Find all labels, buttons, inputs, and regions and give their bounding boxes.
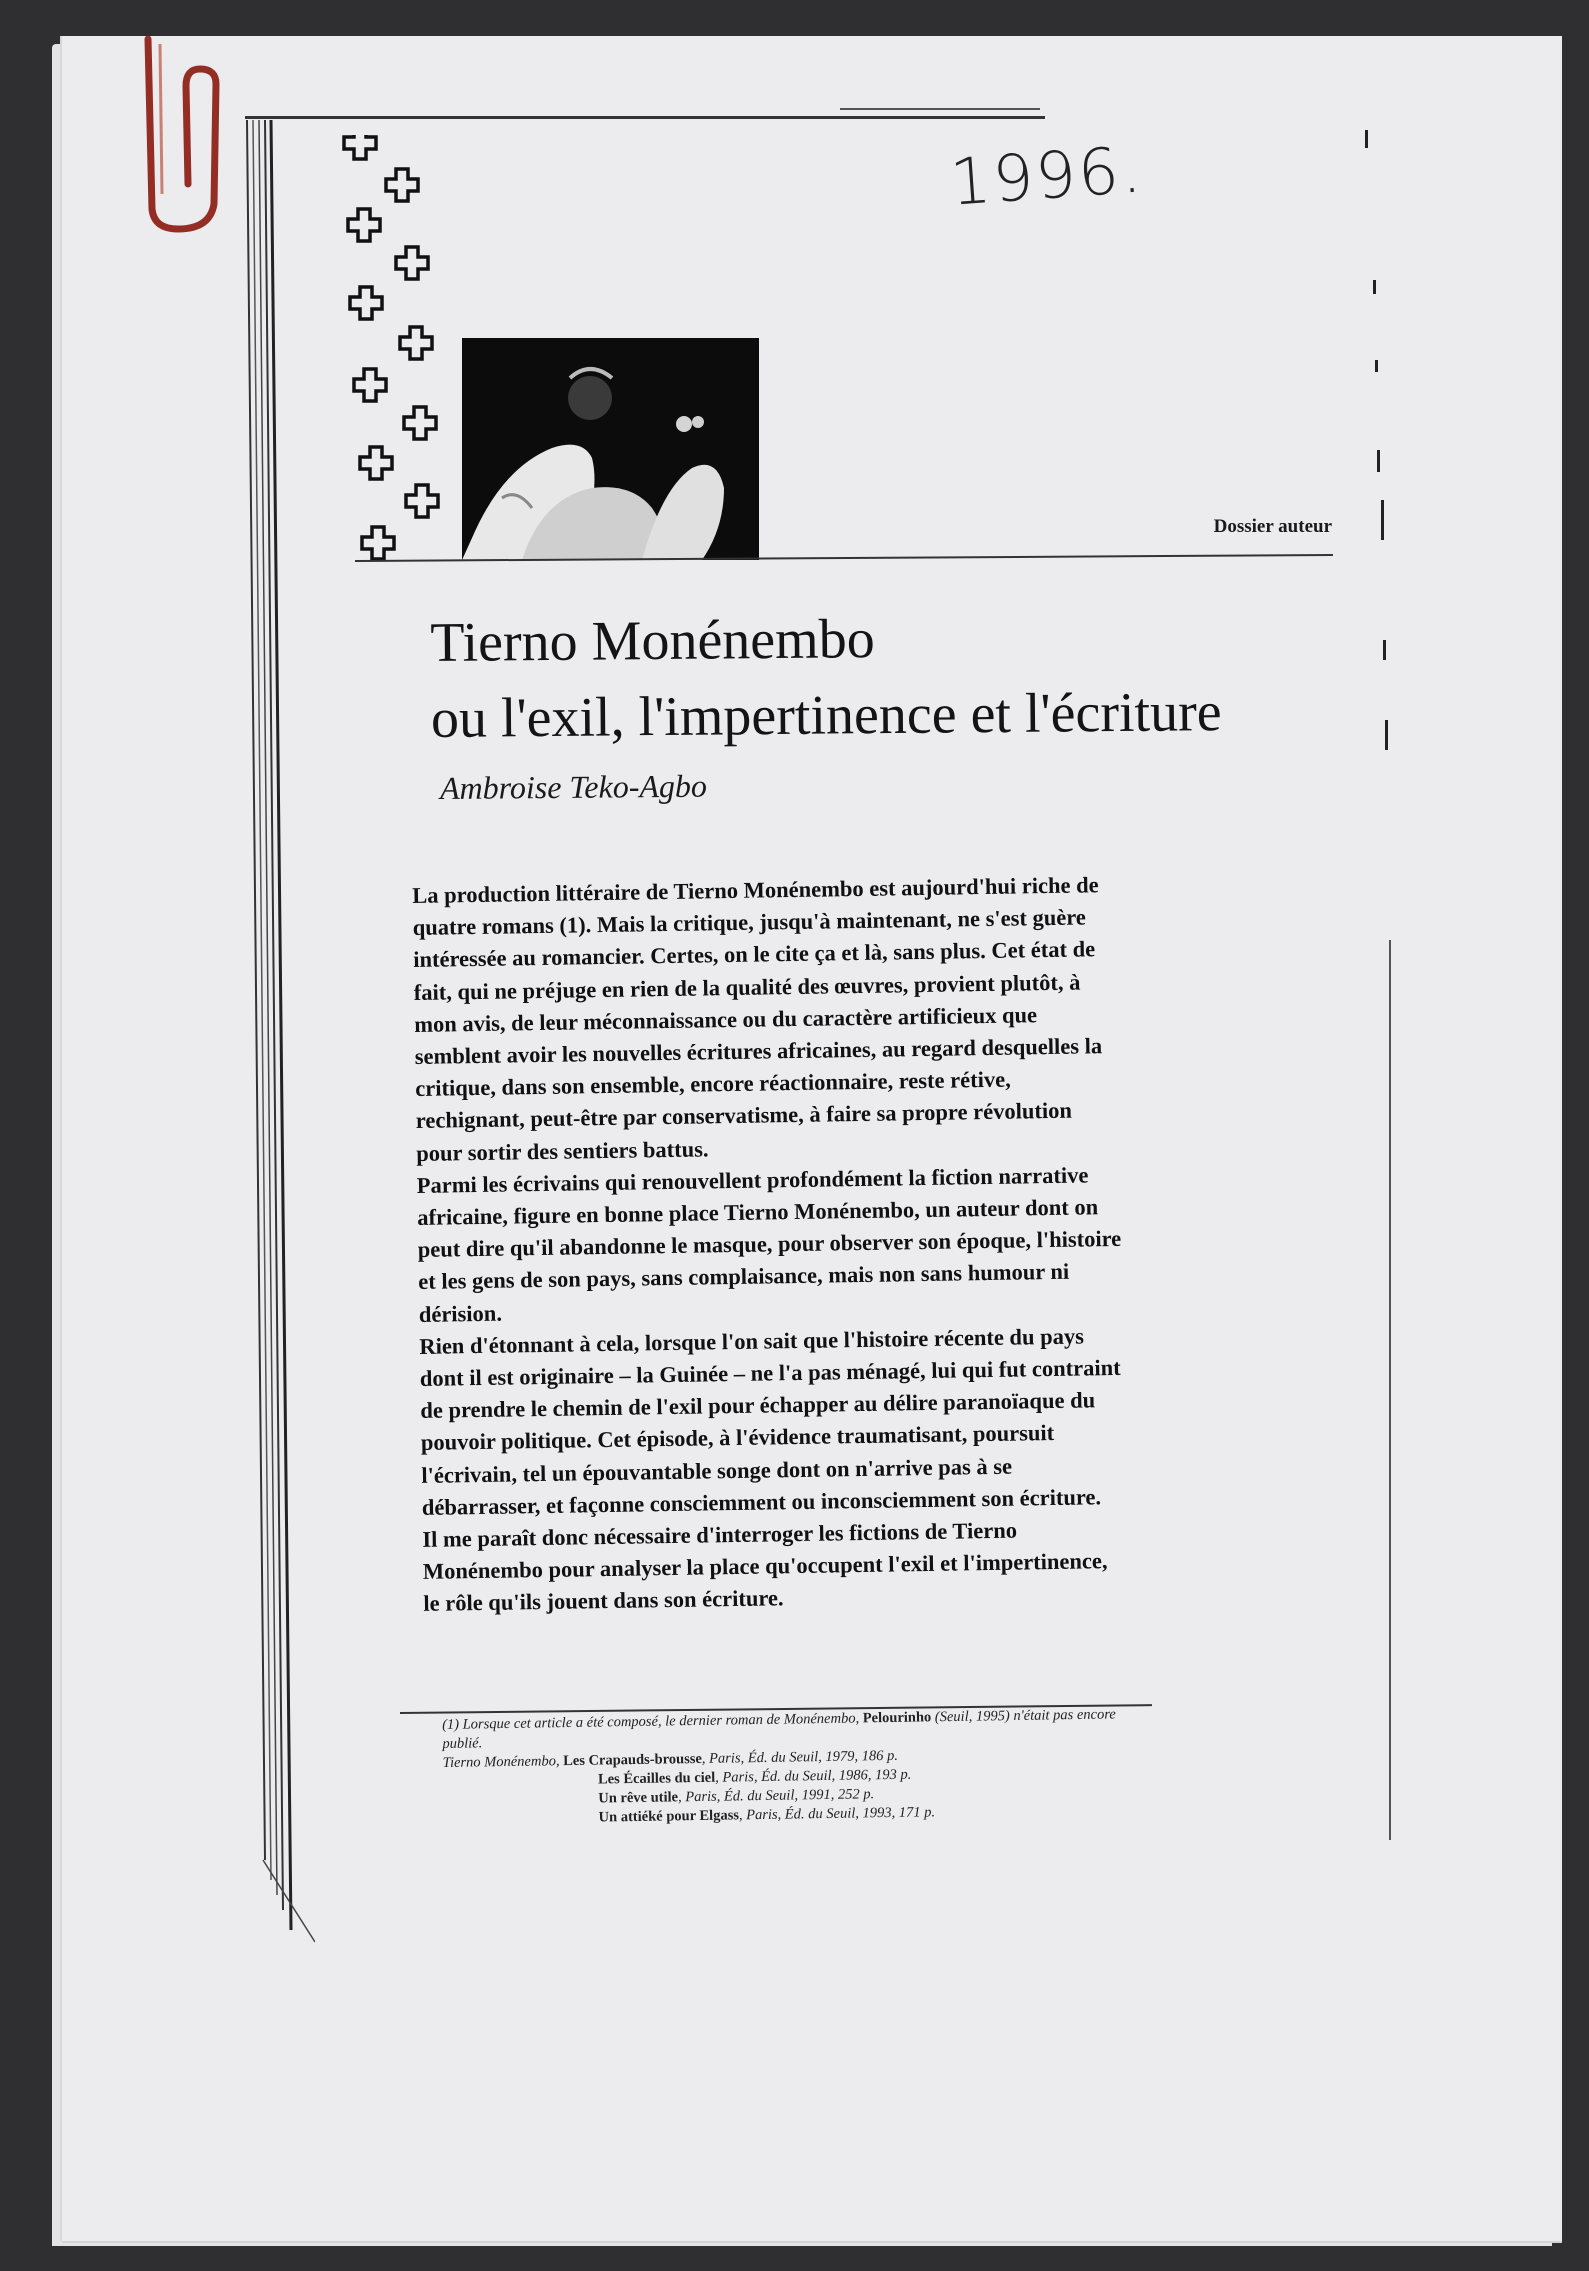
scan-edge-marks	[1365, 120, 1445, 1920]
paragraph-4: Il me paraît donc nécessaire d'interroger les fictions de Tierno Monénembo pour analyser la place qu'occupent l'exil et l'impertinence, le rôle qu'ils jouent dans son écriture.	[422, 1517, 1108, 1617]
book-details: , Paris, Éd. du Seuil, 1986, 193 p.	[715, 1766, 912, 1786]
paragraph-3: Rien d'étonnant à cela, lorsque l'on sait que l'histoire récente du pays dont il est originaire – la Guinée – ne l'a pas ménagé, lui qui fut contraint de prendre le chemin de l'exil pour échapper au délire paranoïaque du pouvoir politique. Cet épisode, à l'évidence traumatisant, poursuit l'écrivain, tel un épouvantable songe dont on n'arrive pas à se débarrasser, et façonne consciemment ou inconsciemment son écriture.	[419, 1323, 1121, 1520]
handwritten-year: 1996.	[947, 133, 1146, 221]
article-body	[412, 869, 1129, 1621]
background-strip	[52, 2246, 1552, 2271]
scan-mark	[1375, 360, 1378, 372]
page-edge-top-secondary	[840, 108, 1040, 110]
author-photo-image	[462, 338, 759, 560]
paper-clip-icon	[138, 34, 234, 234]
book-title: Un rêve utile	[598, 1789, 679, 1807]
page-edge-top	[245, 116, 1045, 119]
scan-mark	[1377, 450, 1380, 472]
book-title: Les Écailles du ciel	[597, 1769, 716, 1788]
book-title: Un attiéké pour Elgass	[598, 1807, 740, 1826]
article-author: Ambroise Teko-Agbo	[439, 767, 708, 806]
title-line-2: ou l'exil, l'impertinence et l'écriture	[430, 681, 1222, 750]
paragraph-2: Parmi les écrivains qui renouvellent profondément la fiction narrative africaine, figure en bonne place Tierno Monénembo, un auteur dont on peut dire qu'il abandonne le masque, pour observer son époque, l'histoire et les gens de son pays, sans complaisance, mais non sans humour ni dérision.	[416, 1162, 1122, 1327]
scan-mark	[1383, 640, 1386, 660]
title-line-1: Tierno Monénembo	[430, 608, 875, 674]
book-details: , Paris, Éd. du Seuil, 1993, 171 p.	[738, 1804, 936, 1824]
book-details: , Paris, Éd. du Seuil, 1991, 252 p.	[677, 1786, 875, 1806]
scan-mark	[1385, 720, 1388, 750]
footnote-text-end: (Seuil, 1995) n'était pas encore publié.	[442, 1706, 1116, 1752]
page-edge-lines	[245, 120, 315, 1950]
scan-mark	[1389, 940, 1391, 1840]
footnote-bold-title: Pelourinho	[862, 1709, 932, 1727]
paragraph-1: La production littéraire de Tierno Monénembo est aujourd'hui riche de quatre romans (1). Mais la critique, jusqu'à maintenant, ne s'est guère intéressée au romancier. Certes, on le cite ça et là, sans plus. Cet état de fait, qui ne préjuge en rien de la qualité des œuvres, provient plutôt, à mon avis, de leur méconnaissance ou du caractère artificieux que semblent avoir les nouvelles écritures africaines, au regard desquelles la critique, dans son ensemble, encore réactionnaire, reste rétive, rechignant, peut-être par conservatisme, à faire sa propre révolution pour sortir des sentiers battus.	[412, 872, 1103, 1166]
article-title	[430, 597, 1331, 757]
footnote-text-start: (1) Lorsque cet article a été composé, le dernier roman de Monénembo,	[442, 1710, 860, 1733]
scan-mark	[1373, 280, 1376, 294]
bibliography-author: Tierno Monénembo,	[442, 1753, 560, 1771]
section-label: Dossier auteur	[1213, 516, 1332, 537]
book-title: Les Crapauds-brousse	[563, 1750, 702, 1770]
book-details: , Paris, Éd. du Seuil, 1979, 186 p.	[701, 1747, 899, 1767]
cross-pattern-icon	[340, 135, 460, 575]
scan-mark	[1365, 130, 1368, 148]
footnote-block	[442, 1705, 1144, 1830]
scan-mark	[1381, 500, 1384, 540]
author-photo	[462, 338, 759, 560]
